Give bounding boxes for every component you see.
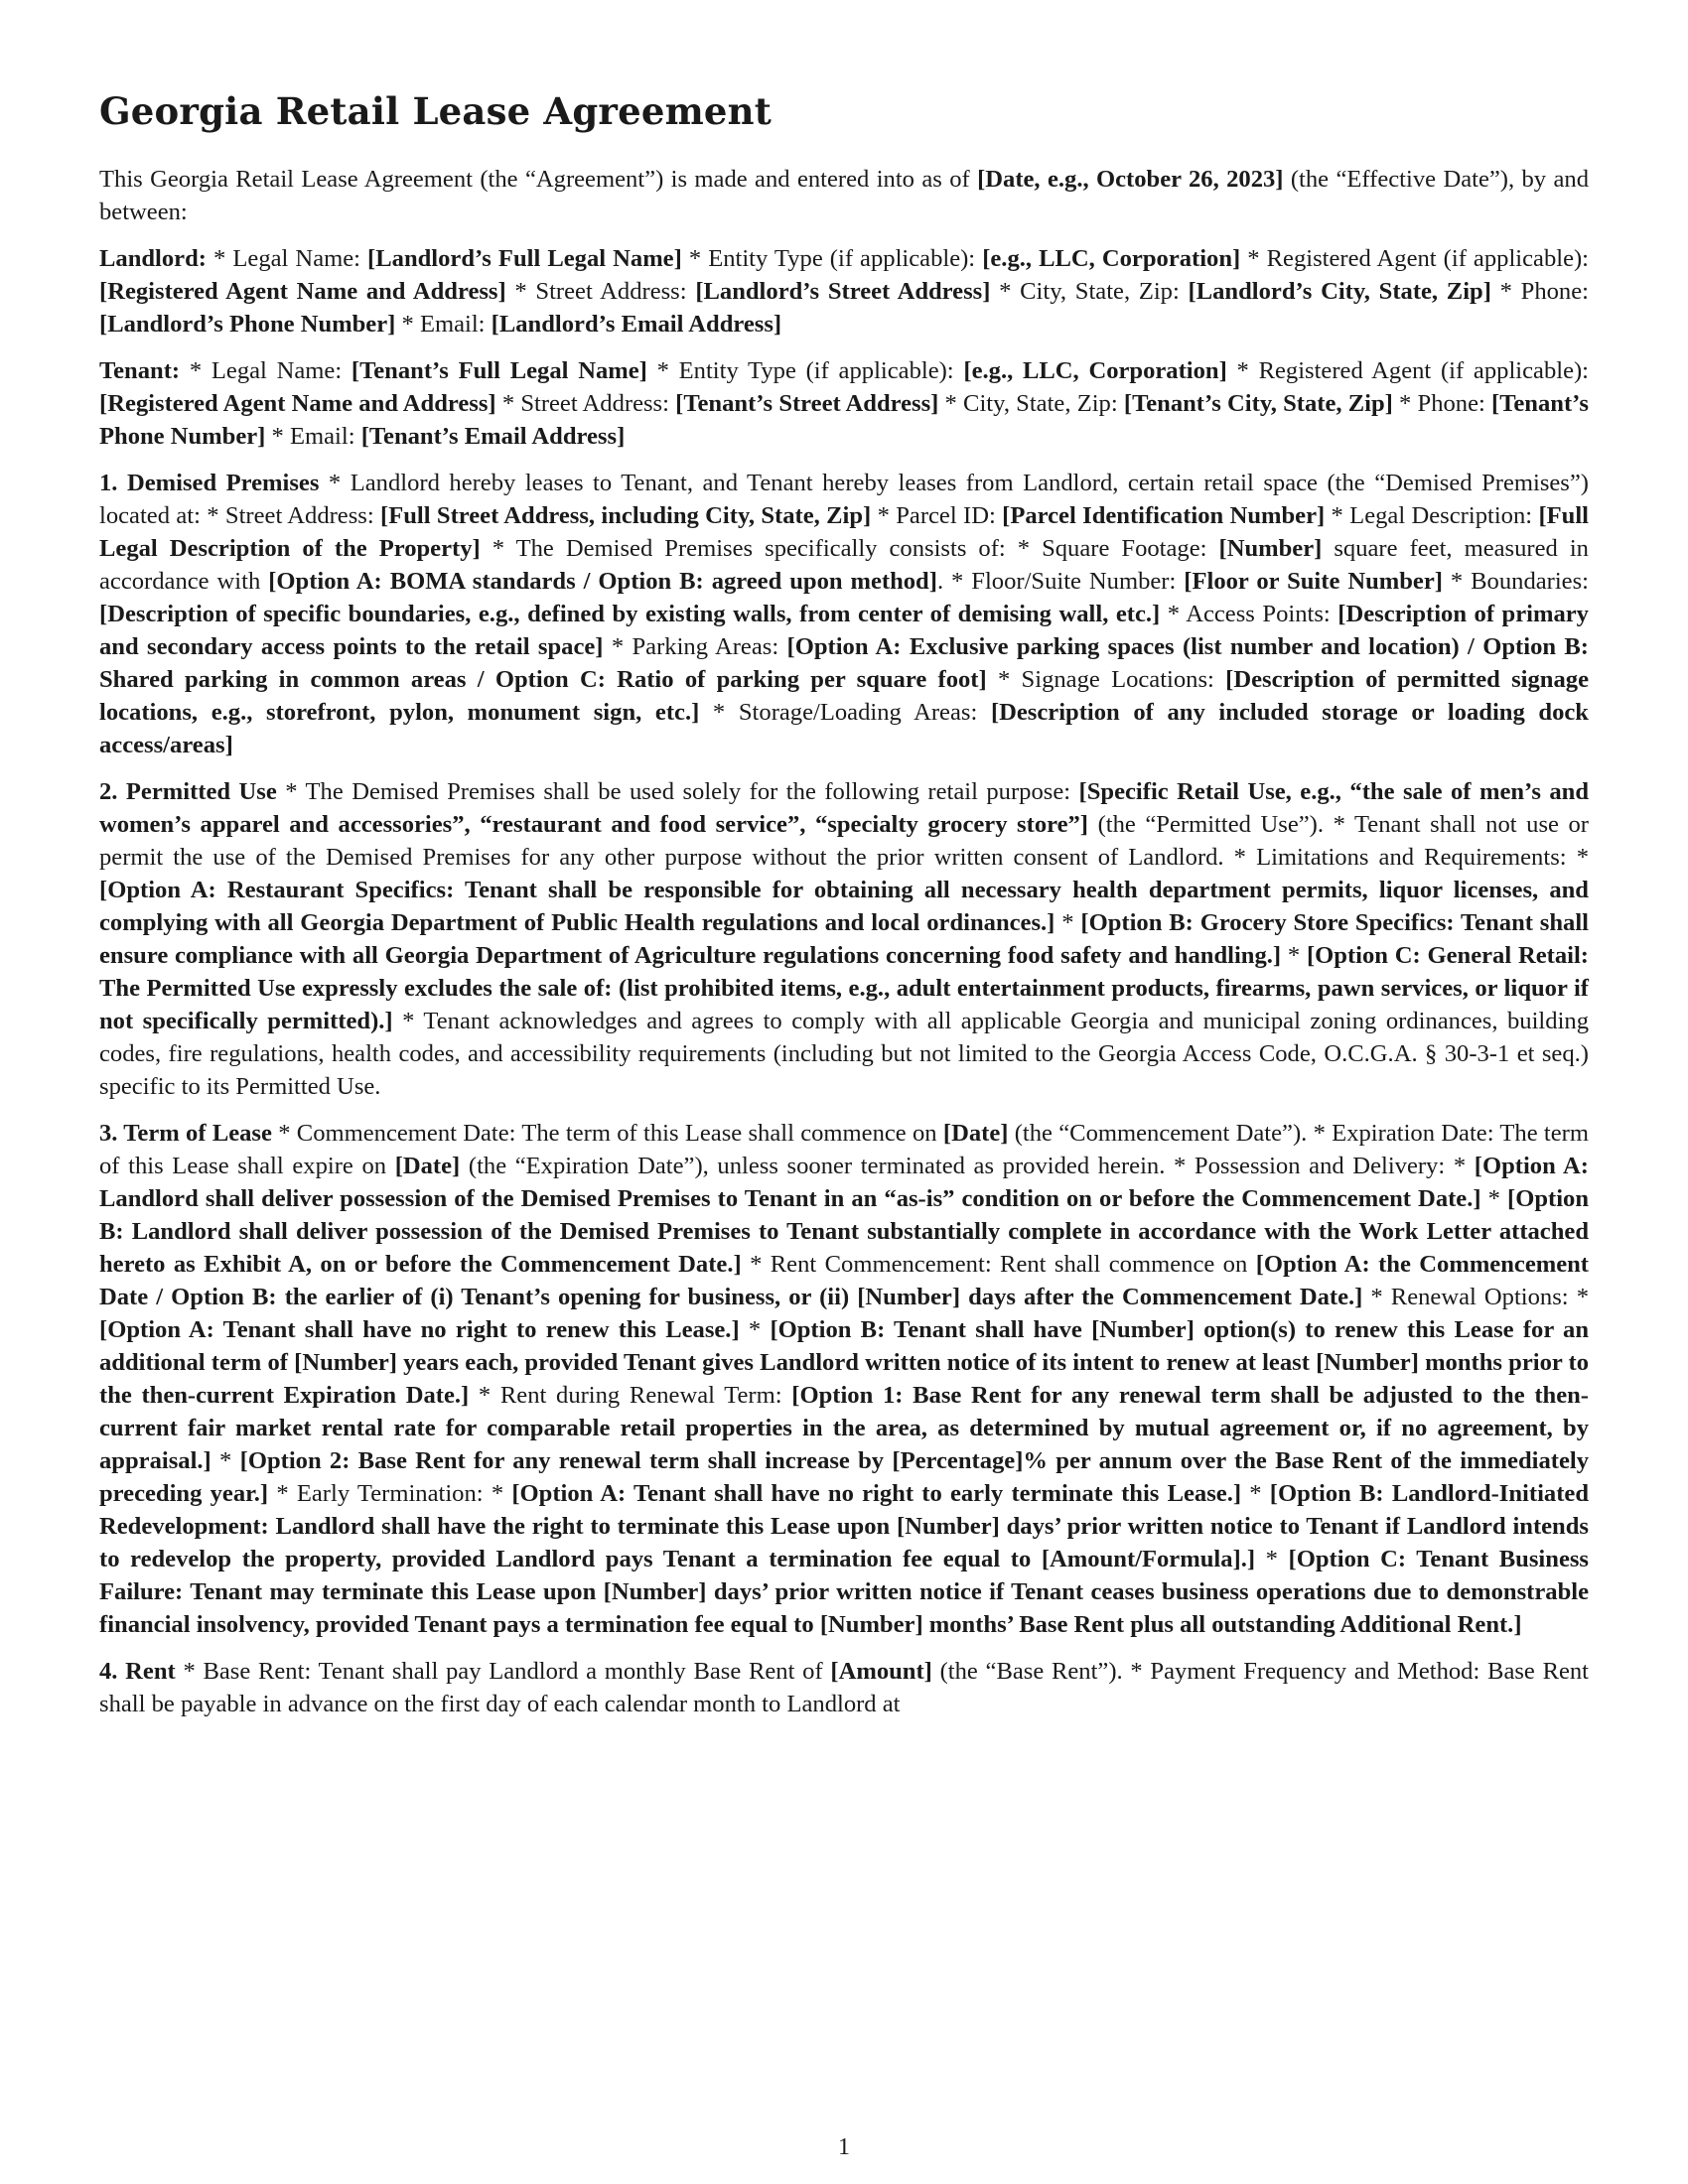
text-run: * — [1255, 1546, 1289, 1572]
text-run: * — [1281, 942, 1307, 969]
text-run: * Rent Commencement: Rent shall commence on — [741, 1251, 1256, 1278]
bold-text-run: [Description of primary and secondary access points to the retail space] — [99, 601, 1589, 660]
text-run: * The Demised Premises shall be used solely for the following retail purpose: — [276, 778, 1079, 805]
bold-text-run: [Option A: Tenant shall have no right to renew this Lease.] — [99, 1316, 740, 1343]
text-run: * Registered Agent (if applicable): — [1226, 357, 1590, 384]
text-run: * Street Address: — [495, 390, 676, 417]
text-run: * — [1480, 1185, 1507, 1212]
bold-text-run: 1. Demised Premises — [99, 470, 320, 496]
text-run: * Email: — [395, 311, 492, 338]
section-1-demised-premises — [99, 467, 1589, 761]
text-run: * Legal Description: — [1325, 502, 1539, 529]
bold-text-run: 4. Rent — [99, 1658, 176, 1685]
bold-text-run: [Option 2: Base Rent for any renewal term shall increase by [Percentage]% per annum over the Base Rent of the immediately preceding year.] — [99, 1447, 1589, 1507]
text-run: (the “Commencement Date”). * Expiration Date: The term of this Lease shall expire on — [99, 1120, 1589, 1179]
bold-text-run: [Description of permitted signage locations, e.g., storefront, pylon, monument sign, etc.] — [99, 666, 1589, 726]
bold-text-run: [Landlord’s City, State, Zip] — [1188, 278, 1491, 305]
bold-text-run: [Option C: General Retail: The Permitted Use expressly excludes the sale of: (list prohibited items, e.g., adult entertainment products, firearms, pawn services, or liquor if not specifically permitted).] — [99, 942, 1589, 1034]
text-run: * The Demised Premises specifically consists of: * Square Footage: — [480, 535, 1219, 562]
bold-text-run: [Tenant’s Full Legal Name] — [351, 357, 647, 384]
bold-text-run: [Description of specific boundaries, e.g., defined by existing walls, from center of demising wall, etc.] — [99, 601, 1161, 627]
text-run: * Street Address: — [505, 278, 696, 305]
text-run: * Commencement Date: The term of this Lease shall commence on — [271, 1120, 943, 1147]
bold-text-run: [Option A: BOMA standards / Option B: agreed upon method] — [268, 568, 937, 595]
bold-text-run: [Option B: Grocery Store Specifics: Tenant shall ensure compliance with all Georgia Department of Agriculture regulations concerning food safety and handling.] — [99, 909, 1589, 969]
text-run: * Registered Agent (if applicable): — [1240, 245, 1590, 272]
bold-text-run: [e.g., LLC, Corporation] — [982, 245, 1241, 272]
tenant-block — [99, 354, 1589, 453]
document-page — [99, 79, 1589, 1734]
bold-text-run: 2. Permitted Use — [99, 778, 277, 805]
bold-text-run: [e.g., LLC, Corporation] — [963, 357, 1227, 384]
text-run: * Base Rent: Tenant shall pay Landlord a monthly Base Rent of — [175, 1658, 831, 1685]
text-run: * — [1055, 909, 1081, 936]
text-run: * — [1241, 1480, 1270, 1507]
document-title: Georgia Retail Lease Agreement — [99, 89, 773, 133]
landlord-block — [99, 242, 1589, 341]
text-run: * City, State, Zip: — [990, 278, 1189, 305]
bold-text-run: [Description of any included storage or loading dock access/areas] — [99, 699, 1589, 758]
text-run: * Parcel ID: — [871, 502, 1003, 529]
text-run: * Phone: — [1392, 390, 1492, 417]
text-run: (the “Base Rent”). * Payment Frequency and Method: Base Rent shall be payable in advance on the first day of each calendar month to Landlord at — [99, 1658, 1590, 1717]
text-run: * Entity Type (if applicable): — [681, 245, 983, 272]
text-run: * Landlord hereby leases to Tenant, and Tenant hereby leases from Landlord, certain retail space (the “Demised Premises”) located at: * Street Address: — [99, 470, 1589, 529]
text-run: (the “Effective Date”), by and between: — [99, 166, 1589, 225]
bold-text-run: [Landlord’s Email Address] — [491, 311, 782, 338]
bold-text-run: [Full Street Address, including City, State, Zip] — [380, 502, 872, 529]
bold-text-run: [Landlord’s Phone Number] — [99, 311, 396, 338]
text-run: * Rent during Renewal Term: — [469, 1382, 792, 1409]
bold-text-run: [Option A: Exclusive parking spaces (list number and location) / Option B: Shared parking in common areas / Option C: Ratio of parking per square foot] — [99, 633, 1589, 693]
text-run: * Entity Type (if applicable): — [646, 357, 964, 384]
section-2-permitted-use — [99, 775, 1589, 1103]
bold-text-run: [Registered Agent Name and Address] — [99, 390, 496, 417]
section-4-rent — [99, 1655, 1589, 1720]
bold-text-run: [Tenant’s Phone Number] — [99, 390, 1589, 450]
intro-paragraph — [99, 163, 1589, 228]
text-run: square feet, measured in accordance with — [99, 535, 1589, 595]
bold-text-run: [Option A: Tenant shall have no right to early terminate this Lease.] — [511, 1480, 1242, 1507]
bold-text-run: [Registered Agent Name and Address] — [99, 278, 506, 305]
bold-text-run: [Option B: Landlord-Initiated Redevelopment: Landlord shall have the right to terminate this Lease upon [Number] days’ prior written notice to Tenant if Landlord intends to redevelop the property, provided Landlord pays Tenant a termination fee equal to [Amount/Formula].] — [99, 1480, 1589, 1572]
bold-text-run: [Landlord’s Street Address] — [695, 278, 991, 305]
bold-text-run: [Option B: Landlord shall deliver possession of the Demised Premises to Tenant substantially complete in accordance with the Work Letter attached hereto as Exhibit A, on or before the Commencement Date.] — [99, 1185, 1589, 1278]
document-body — [99, 163, 1589, 1720]
text-run: * Boundaries: — [1442, 568, 1589, 595]
text-run: * Phone: — [1490, 278, 1589, 305]
bold-text-run: Landlord: — [99, 245, 207, 272]
text-run: * Legal Name: — [206, 245, 368, 272]
bold-text-run: [Tenant’s Email Address] — [360, 423, 626, 450]
text-run: * Signage Locations: — [986, 666, 1226, 693]
bold-text-run: [Tenant’s Street Address] — [675, 390, 939, 417]
bold-text-run: [Option 1: Base Rent for any renewal term shall be adjusted to the then-current fair market rental rate for comparable retail properties in the area, as determined by mutual agreement or, if no agreement, by appraisal.] — [99, 1382, 1589, 1474]
bold-text-run: [Floor or Suite Number] — [1184, 568, 1443, 595]
text-run: . * Floor/Suite Number: — [936, 568, 1185, 595]
text-run: * Early Termination: * — [268, 1480, 512, 1507]
text-run: (the “Expiration Date”), unless sooner terminated as provided herein. * Possession and Delivery: * — [460, 1153, 1475, 1179]
bold-text-run: [Date, e.g., October 26, 2023] — [977, 166, 1284, 193]
text-run: * Email: — [265, 423, 361, 450]
bold-text-run: [Tenant’s City, State, Zip] — [1123, 390, 1393, 417]
bold-text-run: [Option A: Landlord shall deliver possession of the Demised Premises to Tenant in an “as-is” condition on or before the Commencement Date.] — [99, 1153, 1589, 1212]
text-run: This Georgia Retail Lease Agreement (the “Agreement”) is made and entered into as of — [99, 166, 978, 193]
bold-text-run: [Landlord’s Full Legal Name] — [367, 245, 682, 272]
bold-text-run: Tenant: — [99, 357, 181, 384]
text-run: (the “Permitted Use”). * Tenant shall not use or permit the use of the Demised Premises for any other purpose without the prior written consent of Landlord. * Limitations and Requirements: * — [99, 811, 1589, 871]
bold-text-run: [Date] — [394, 1153, 461, 1179]
text-run: * Storage/Loading Areas: — [699, 699, 991, 726]
bold-text-run: [Date] — [942, 1120, 1009, 1147]
text-run: * — [211, 1447, 240, 1474]
text-run: * Tenant acknowledges and agrees to comply with all applicable Georgia and municipal zoning ordinances, building codes, fire regulations, health codes, and accessibility requirements (including but not limited to the Georgia Access Code, O.C.G.A. § 30-3-1 et seq.) specific to its Permitted Use. — [99, 1008, 1589, 1100]
bold-text-run: 3. Term of Lease — [99, 1120, 272, 1147]
text-run: * Legal Name: — [180, 357, 352, 384]
section-3-term-of-lease — [99, 1117, 1589, 1641]
bold-text-run: [Option A: Restaurant Specifics: Tenant shall be responsible for obtaining all necessary health department permits, liquor licenses, and complying with all Georgia Department of Public Health regulations and local ordinances.] — [99, 877, 1589, 936]
text-run: * Access Points: — [1160, 601, 1338, 627]
text-run: * — [739, 1316, 771, 1343]
text-run: * Renewal Options: * — [1362, 1284, 1590, 1310]
text-run: * City, State, Zip: — [938, 390, 1124, 417]
bold-text-run: [Option B: Tenant shall have [Number] option(s) to renew this Lease for an additional term of [Number] years each, provided Tenant gives Landlord written notice of its intent to renew at least [Number] months prior to the then-current Expiration Date.] — [99, 1316, 1590, 1409]
page-number: 1 — [838, 2134, 850, 2160]
bold-text-run: [Number] — [1218, 535, 1323, 562]
bold-text-run: [Full Legal Description of the Property] — [99, 502, 1589, 562]
bold-text-run: [Specific Retail Use, e.g., “the sale of men’s and women’s apparel and accessories”, “restaurant and food service”, “specialty grocery store”] — [99, 778, 1589, 838]
bold-text-run: [Option C: Tenant Business Failure: Tenant may terminate this Lease upon [Number] days’ prior written notice if Tenant ceases business operations due to demonstrable financial insolvency, provided Tenant pays a termination fee equal to [Number] months’ Base Rent plus all outstanding Additional Rent.] — [99, 1546, 1589, 1638]
text-run: * Parking Areas: — [603, 633, 787, 660]
bold-text-run: [Amount] — [830, 1658, 932, 1685]
bold-text-run: [Option A: the Commencement Date / Option B: the earlier of (i) Tenant’s opening for business, or (ii) [Number] days after the Commencement Date.] — [99, 1251, 1590, 1310]
bold-text-run: [Parcel Identification Number] — [1002, 502, 1326, 529]
